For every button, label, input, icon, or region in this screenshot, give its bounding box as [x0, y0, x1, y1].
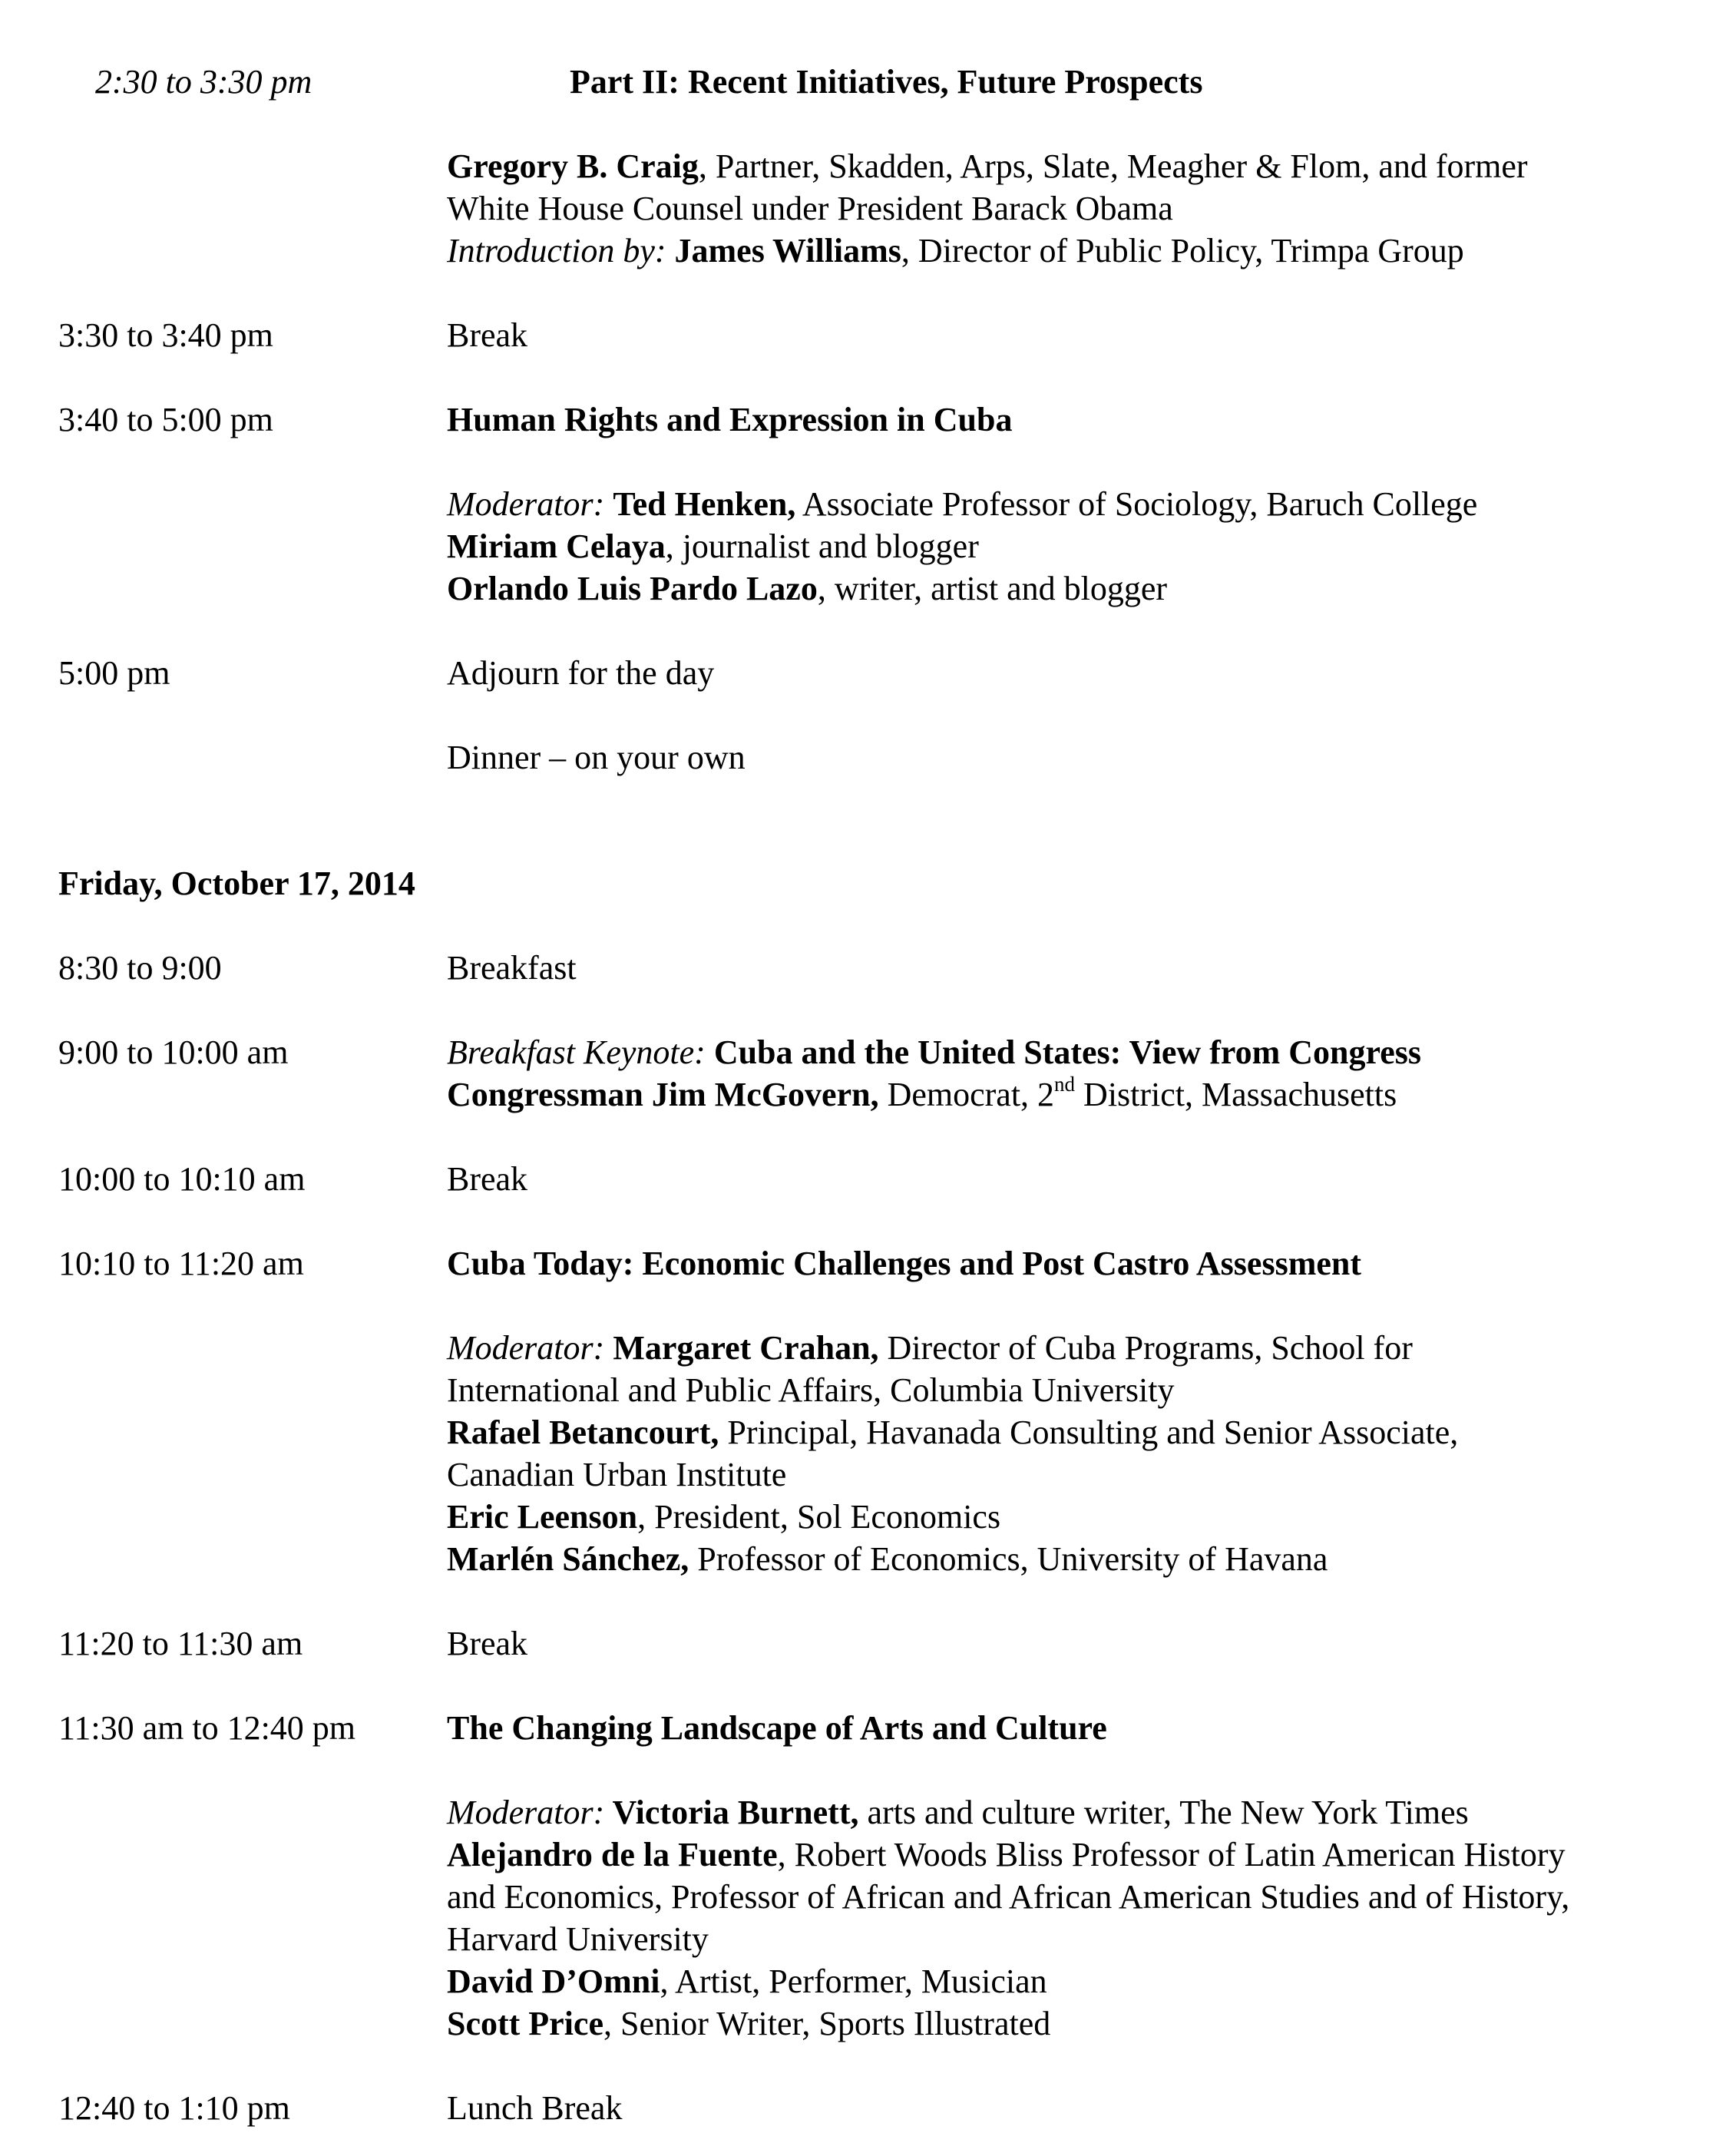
time-keynote: 9:00 to 10:00 am	[58, 1033, 289, 1071]
moderator-line: Moderator: Victoria Burnett, arts and culture writer, The New York Times	[447, 1794, 1469, 1831]
panelist-line	[447, 568, 1167, 610]
moderator-desc: Associate Professor of Sociology, Baruch College	[795, 485, 1478, 523]
intro-desc: , Director of Public Policy, Trimpa Group	[901, 232, 1464, 270]
introduction-line	[447, 230, 1464, 272]
time-break-3: 11:20 to 11:30 am	[58, 1625, 303, 1662]
panelist-desc-line: Canadian Urban Institute	[447, 1456, 787, 1493]
breakfast-label: Breakfast	[447, 949, 577, 987]
panelist-line	[447, 526, 979, 567]
moderator-name: Margaret Crahan,	[604, 1329, 879, 1367]
keynote-title-line	[447, 1032, 1421, 1073]
break-label-2: Break	[447, 1160, 528, 1198]
panelist-desc: , journalist and blogger	[665, 527, 979, 565]
session-heading-human-rights: Human Rights and Expression in Cuba	[447, 401, 1013, 438]
session-heading-arts: The Changing Landscape of Arts and Culture	[447, 1709, 1107, 1747]
time-lunch: 12:40 to 1:10 pm	[58, 2089, 290, 2127]
adjourn-label: Adjourn for the day	[447, 654, 715, 692]
panelist-name: Scott Price	[447, 2005, 603, 2042]
intro-label: Introduction by:	[447, 232, 666, 270]
panelist-name: Eric Leenson	[447, 1498, 638, 1536]
speaker-desc: , Partner, Skadden, Arps, Slate, Meagher & Flom, and former	[698, 147, 1528, 185]
moderator-line	[447, 484, 1477, 525]
time-part2: 2:30 to 3:30 pm	[95, 63, 312, 101]
session-heading-cuba-today: Cuba Today: Economic Challenges and Post Castro Assessment	[447, 1245, 1362, 1282]
time-adjourn: 5:00 pm	[58, 654, 170, 692]
dinner-label: Dinner – on your own	[447, 739, 746, 776]
intro-name: James Williams	[674, 232, 901, 270]
speaker-line	[447, 146, 1528, 187]
keynote-speaker-line: Congressman Jim McGovern, Democrat, 2nd District, Massachusetts	[447, 1073, 1397, 1113]
panelist-name: Marlén Sánchez,	[447, 1540, 689, 1578]
time-break-2: 10:00 to 10:10 am	[58, 1160, 306, 1198]
time-breakfast: 8:30 to 9:00	[58, 949, 222, 987]
time-cuba-today: 10:10 to 11:20 am	[58, 1245, 304, 1282]
time-human-rights: 3:40 to 5:00 pm	[58, 401, 273, 438]
speaker-name: Gregory B. Craig	[447, 147, 699, 185]
panelist-line: David D’Omni, Artist, Performer, Musician	[447, 1963, 1047, 2000]
keynote-speaker-name: Congressman Jim McGovern,	[447, 1076, 879, 1113]
day-heading: Friday, October 17, 2014	[58, 865, 415, 902]
speaker-desc-line: White House Counsel under President Barack Obama	[447, 190, 1173, 227]
panelist-line: Rafael Betancourt, Principal, Havanada Consulting and Senior Associate,	[447, 1414, 1459, 1451]
moderator-name: Victoria Burnett,	[604, 1794, 859, 1831]
time-arts: 11:30 am to 12:40 pm	[58, 1709, 356, 1747]
moderator-desc-line: International and Public Affairs, Columbia University	[447, 1371, 1175, 1409]
panelist-line: Alejandro de la Fuente, Robert Woods Bliss Professor of Latin American History	[447, 1836, 1566, 1873]
keynote-title: Cuba and the United States: View from Congress	[705, 1033, 1421, 1071]
panelist-desc-line: Harvard University	[447, 1920, 709, 1958]
keynote-label: Breakfast Keynote:	[447, 1033, 706, 1071]
time-break-1: 3:30 to 3:40 pm	[58, 316, 273, 354]
panelist-name: Rafael Betancourt,	[447, 1414, 719, 1451]
moderator-label: Moderator:	[447, 1794, 605, 1831]
panelist-name: Miriam Celaya	[447, 527, 666, 565]
panelist-line: Eric Leenson, President, Sol Economics	[447, 1498, 1001, 1536]
panelist-line: Scott Price, Senior Writer, Sports Illustrated	[447, 2005, 1051, 2042]
panelist-name: Orlando Luis Pardo Lazo	[447, 570, 818, 607]
session-heading-part2: Part II: Recent Initiatives, Future Prospects	[570, 63, 1203, 101]
panelist-name: Alejandro de la Fuente	[447, 1836, 778, 1873]
moderator-name: Ted Henken,	[613, 485, 796, 523]
moderator-label: Moderator:	[447, 485, 605, 523]
panelist-name: David D’Omni	[447, 1963, 660, 2000]
panelist-desc-line: and Economics, Professor of African and African American Studies and of History,	[447, 1878, 1570, 1916]
panelist-line: Marlén Sánchez, Professor of Economics, University of Havana	[447, 1540, 1328, 1578]
break-label-3: Break	[447, 1625, 528, 1662]
lunch-label: Lunch Break	[447, 2089, 623, 2127]
moderator-line: Moderator: Margaret Crahan, Director of Cuba Programs, School for	[447, 1329, 1413, 1367]
moderator-label: Moderator:	[447, 1329, 605, 1367]
break-label-1: Break	[447, 316, 528, 354]
panelist-desc: , writer, artist and blogger	[817, 570, 1168, 607]
